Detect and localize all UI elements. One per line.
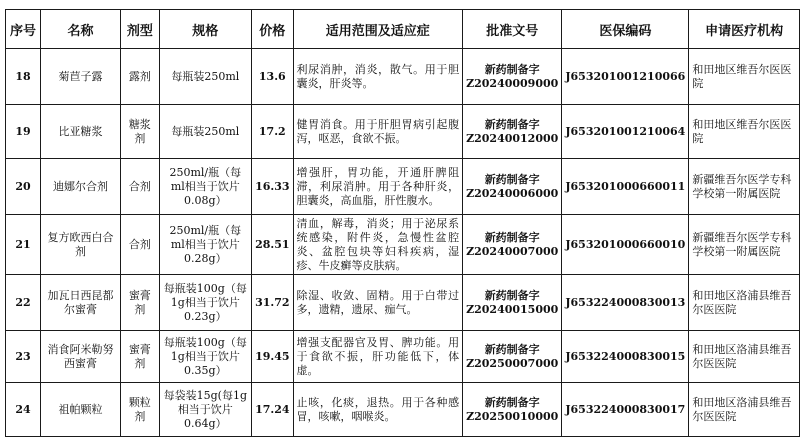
cell-indication: 健胃消食。用于肝胆胃病引起腹泻，呕恶，食欲不振。 bbox=[293, 105, 463, 159]
header-row bbox=[6, 10, 800, 49]
cell-approval: 新药制备字Z20250007000 bbox=[463, 331, 562, 383]
cell-price: 28.51 bbox=[252, 215, 293, 275]
header-spec: 规格 bbox=[159, 10, 252, 49]
cell-code: J653201000660010 bbox=[562, 215, 689, 275]
cell-price: 31.72 bbox=[252, 275, 293, 331]
table-row bbox=[6, 105, 800, 159]
cell-name: 比亚糖浆 bbox=[40, 105, 120, 159]
cell-price: 13.6 bbox=[252, 49, 293, 105]
cell-no: 20 bbox=[6, 159, 41, 215]
header-name: 名称 bbox=[40, 10, 120, 49]
cell-spec: 每瓶装100g（每1g相当于饮片0.35g） bbox=[159, 331, 252, 383]
cell-indication: 清血，解毒，消炎；用于泌尿系统感染，附件炎，急慢性盆腔炎、盆腔包块等妇科疾病，湿疹、牛皮癣等皮肤病。 bbox=[293, 215, 463, 275]
cell-approval: 新药制备字Z20240015000 bbox=[463, 275, 562, 331]
table-row bbox=[6, 383, 800, 437]
cell-approval: 新药制备字Z20240007000 bbox=[463, 215, 562, 275]
header-indication: 适用范围及适应症 bbox=[293, 10, 463, 49]
cell-institution: 和田地区洛浦县维吾尔医医院 bbox=[689, 331, 800, 383]
cell-spec: 250ml/瓶（每ml相当于饮片0.28g） bbox=[159, 215, 252, 275]
cell-institution: 新疆维吾尔医学专科学校第一附属医院 bbox=[689, 215, 800, 275]
cell-code: J653224000830013 bbox=[562, 275, 689, 331]
cell-name: 菊苣子露 bbox=[40, 49, 120, 105]
cell-form: 糖浆剂 bbox=[121, 105, 159, 159]
cell-name: 祖帕颗粒 bbox=[40, 383, 120, 437]
cell-form: 颗粒剂 bbox=[121, 383, 159, 437]
cell-spec: 250ml/瓶（每ml相当于饮片0.08g） bbox=[159, 159, 252, 215]
cell-name: 加瓦日西昆都尔蜜膏 bbox=[40, 275, 120, 331]
table-row bbox=[6, 49, 800, 105]
header-no: 序号 bbox=[6, 10, 41, 49]
cell-spec: 每瓶装250ml bbox=[159, 105, 252, 159]
header-code: 医保编码 bbox=[562, 10, 689, 49]
cell-name: 消食阿米勒努西蜜膏 bbox=[40, 331, 120, 383]
cell-institution: 和田地区洛浦县维吾尔医医院 bbox=[689, 383, 800, 437]
header-approval: 批准文号 bbox=[463, 10, 562, 49]
cell-approval: 新药制备字Z20240006000 bbox=[463, 159, 562, 215]
cell-indication: 增强支配器官及胃、脾功能。用于食欲不振，肝功能低下，体虚。 bbox=[293, 331, 463, 383]
cell-approval: 新药制备字Z20250010000 bbox=[463, 383, 562, 437]
table-row bbox=[6, 159, 800, 215]
cell-no: 24 bbox=[6, 383, 41, 437]
cell-code: J653201000660011 bbox=[562, 159, 689, 215]
cell-no: 23 bbox=[6, 331, 41, 383]
cell-institution: 和田地区维吾尔医医院 bbox=[689, 49, 800, 105]
cell-price: 17.2 bbox=[252, 105, 293, 159]
cell-spec: 每瓶装100g（每1g相当于饮片0.23g） bbox=[159, 275, 252, 331]
table-row bbox=[6, 331, 800, 383]
cell-name: 复方欧西白合剂 bbox=[40, 215, 120, 275]
cell-code: J653224000830015 bbox=[562, 331, 689, 383]
cell-no: 19 bbox=[6, 105, 41, 159]
cell-no: 18 bbox=[6, 49, 41, 105]
header-price: 价格 bbox=[252, 10, 293, 49]
cell-approval: 新药制备字Z20240012000 bbox=[463, 105, 562, 159]
table-row bbox=[6, 215, 800, 275]
cell-code: J653201001210064 bbox=[562, 105, 689, 159]
cell-institution: 和田地区洛浦县维吾尔医医院 bbox=[689, 275, 800, 331]
drug-table bbox=[5, 9, 800, 437]
cell-indication: 利尿消肿，消炎，散气。用于胆囊炎，肝炎等。 bbox=[293, 49, 463, 105]
cell-form: 合剂 bbox=[121, 215, 159, 275]
cell-name: 迪娜尔合剂 bbox=[40, 159, 120, 215]
cell-form: 蜜膏剂 bbox=[121, 331, 159, 383]
cell-approval: 新药制备字Z20240009000 bbox=[463, 49, 562, 105]
header-institution: 申请医疗机构 bbox=[689, 10, 800, 49]
cell-indication: 除湿、收敛、固精。用于白带过多，遗精，遗尿、痂气。 bbox=[293, 275, 463, 331]
cell-price: 16.33 bbox=[252, 159, 293, 215]
cell-no: 21 bbox=[6, 215, 41, 275]
cell-indication: 止咳，化痰，退热。用于各种感冒，咳嗽，咽喉炎。 bbox=[293, 383, 463, 437]
header-form: 剂型 bbox=[121, 10, 159, 49]
cell-institution: 和田地区维吾尔医医院 bbox=[689, 105, 800, 159]
table-row bbox=[6, 275, 800, 331]
cell-code: J653224000830017 bbox=[562, 383, 689, 437]
cell-indication: 增强肝，胃功能，开通肝脾阻滞，利尿消肿。用于各种肝炎，胆囊炎，高血脂，肝性腹水。 bbox=[293, 159, 463, 215]
cell-form: 露剂 bbox=[121, 49, 159, 105]
cell-spec: 每袋装15g(每1g相当于饮片0.64g） bbox=[159, 383, 252, 437]
cell-institution: 新疆维吾尔医学专科学校第一附属医院 bbox=[689, 159, 800, 215]
cell-code: J653201001210066 bbox=[562, 49, 689, 105]
cell-price: 17.24 bbox=[252, 383, 293, 437]
cell-price: 19.45 bbox=[252, 331, 293, 383]
cell-form: 合剂 bbox=[121, 159, 159, 215]
cell-form: 蜜膏剂 bbox=[121, 275, 159, 331]
cell-spec: 每瓶装250ml bbox=[159, 49, 252, 105]
cell-no: 22 bbox=[6, 275, 41, 331]
